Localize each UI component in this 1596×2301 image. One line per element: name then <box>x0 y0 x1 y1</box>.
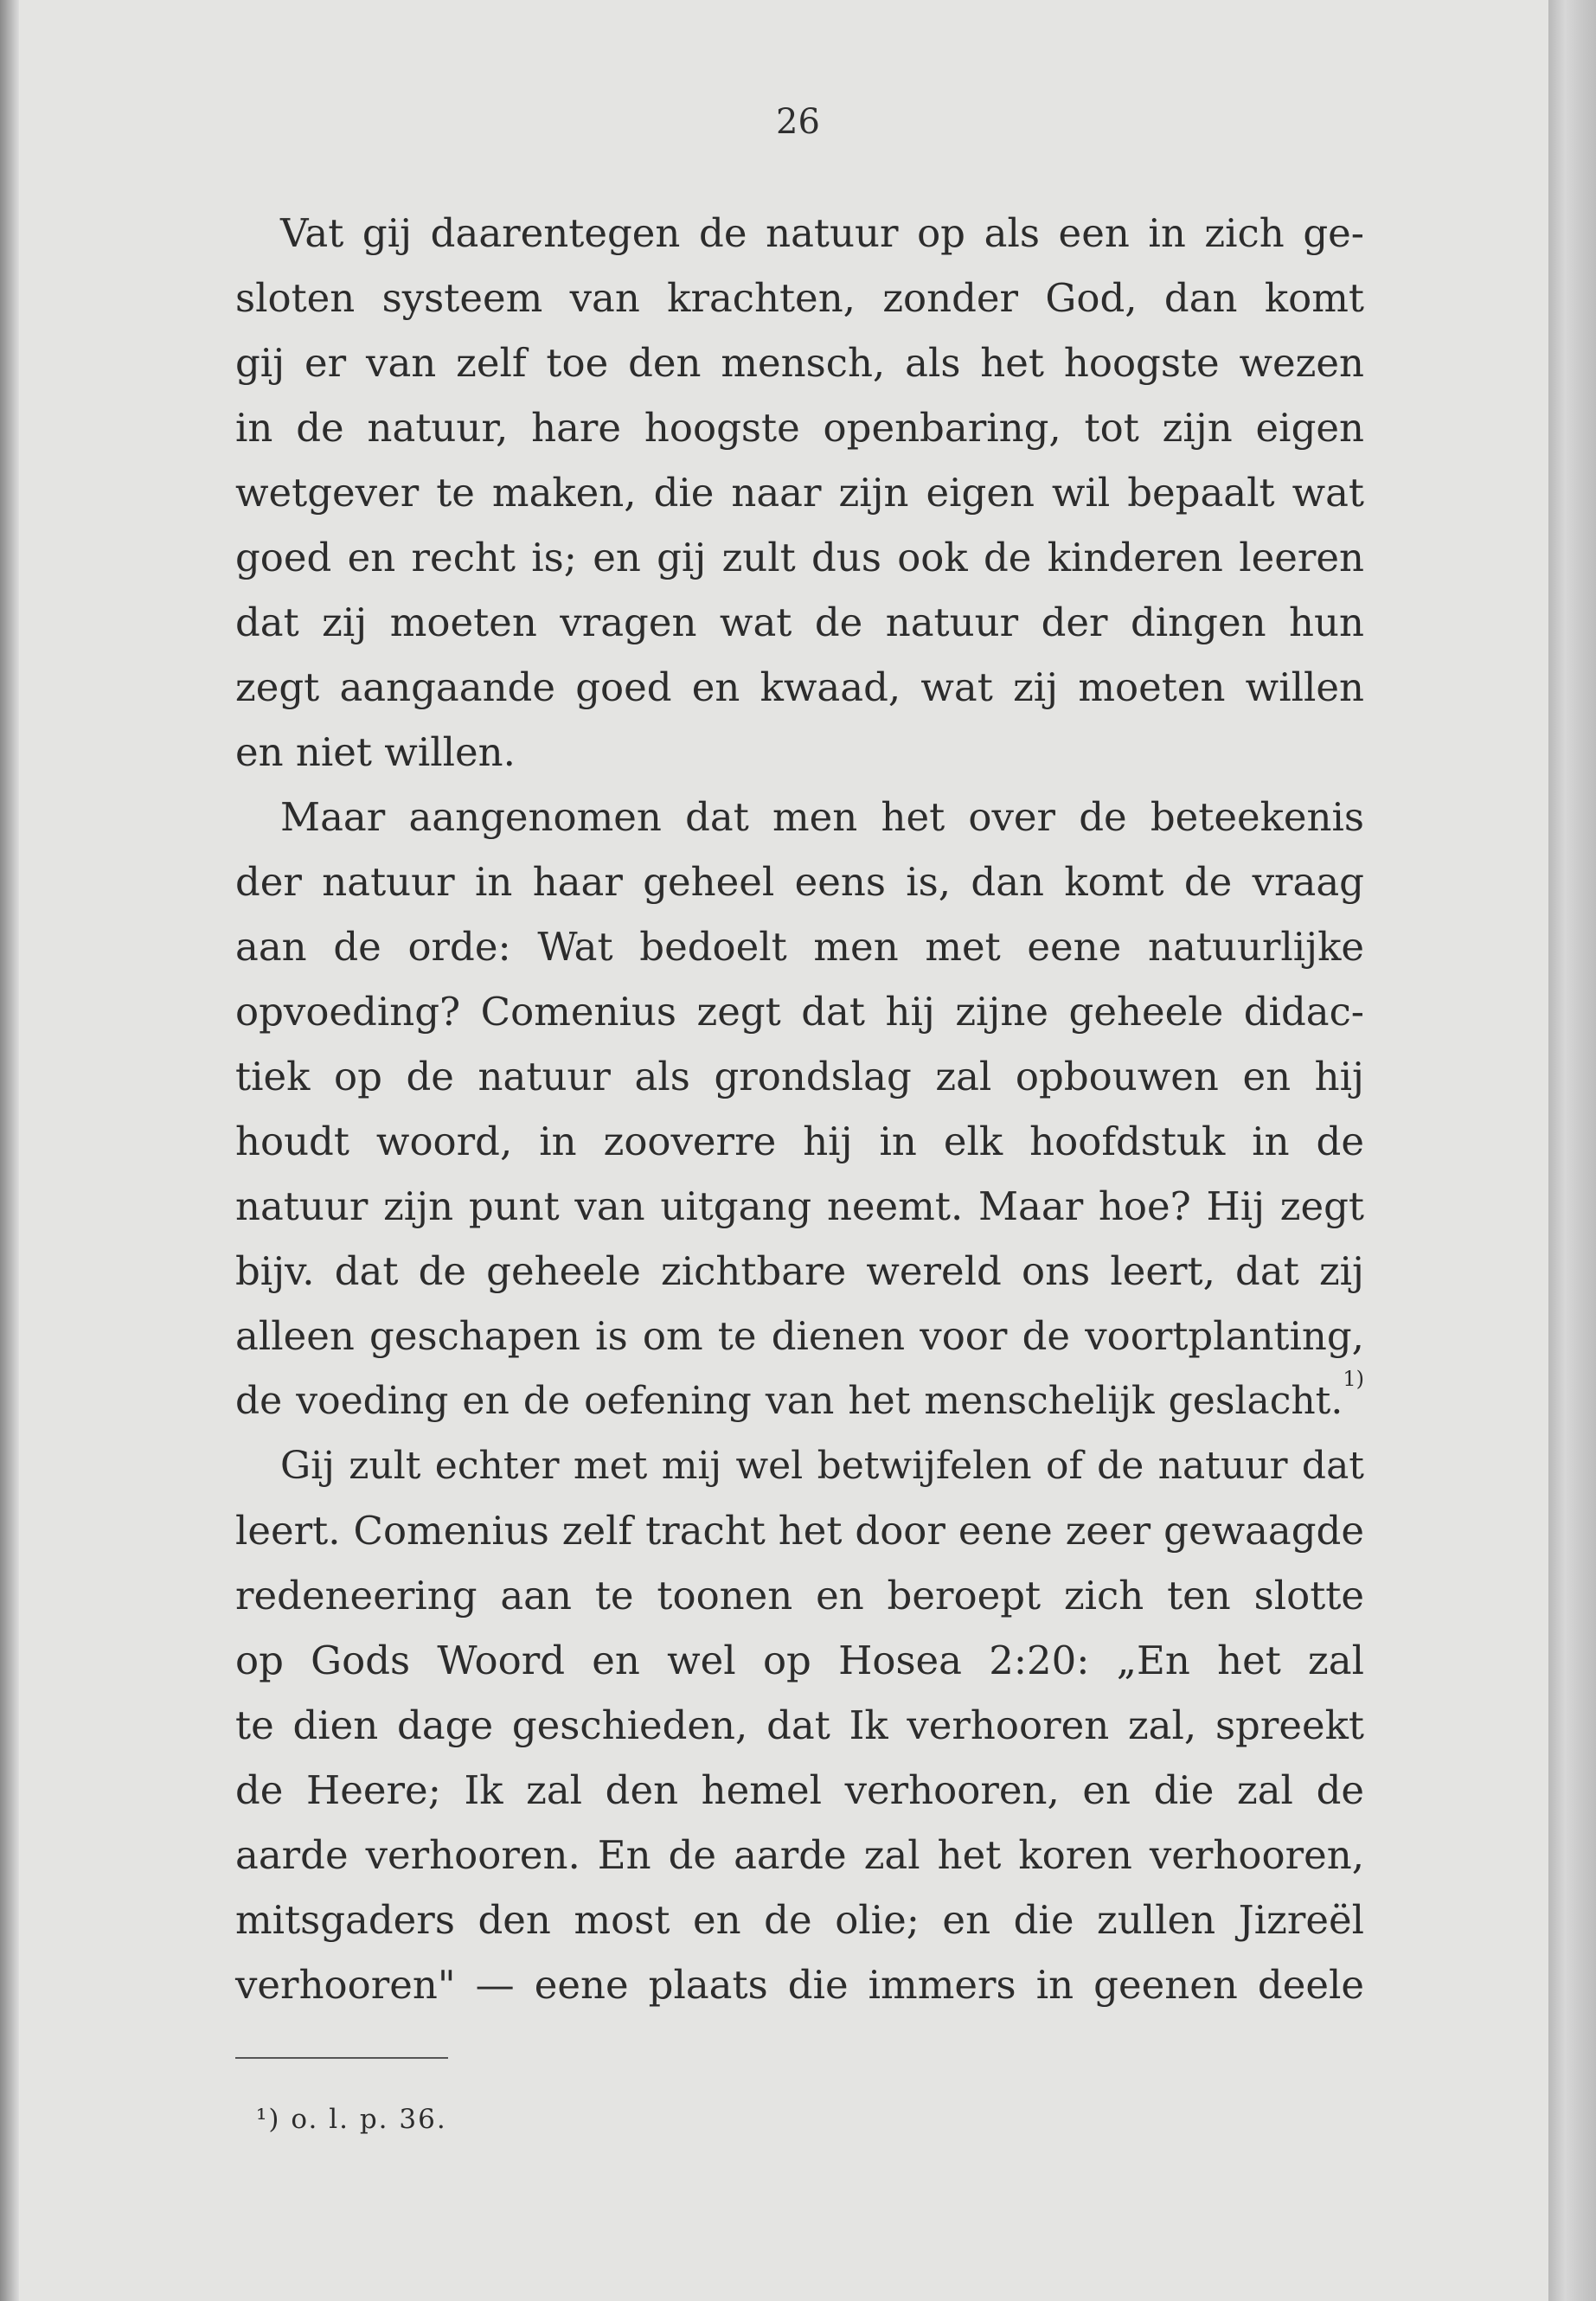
text-line: redeneering aan te toonen en beroept zich ten slotte <box>235 1573 1364 1618</box>
text-line: wetgever te maken, die naar zijn eigen wil bepaalt wat <box>235 470 1364 516</box>
text-line: opvoeding? Comenius zegt dat hij zijne geheele didac- <box>235 989 1364 1035</box>
text-line: aan de orde: Wat bedoelt men met eene natuurlijke <box>235 924 1364 970</box>
text-line: sloten systeem van krachten, zonder God, dan komt <box>235 275 1364 321</box>
text-line: de Heere; Ik zal den hemel verhooren, en die zal de <box>235 1767 1364 1813</box>
text-line: te dien dage geschieden, dat Ik verhooren zal, spreekt <box>235 1702 1364 1748</box>
text-line: dat zij moeten vragen wat de natuur der dingen hun <box>235 599 1364 645</box>
body-text <box>235 201 1364 2017</box>
text-line: der natuur in haar geheel eens is, dan komt de vraag <box>235 859 1364 905</box>
text-line: en niet willen. <box>235 729 516 775</box>
text-line: Gij zult echter met mij wel betwijfelen of de natuur dat <box>280 1444 1364 1488</box>
footnote-marker: 1) <box>1343 1367 1364 1391</box>
footnote: ¹) o. l. p. 36. <box>256 2104 447 2135</box>
text-line: op Gods Woord en wel op Hosea 2:20: „En het zal <box>235 1638 1364 1683</box>
text-line: verhooren" — eene plaats die immers in geenen deele <box>235 1962 1364 2008</box>
text-line: mitsgaders den most en de olie; en die zullen Jizreël <box>235 1897 1364 1943</box>
text-line: bijv. dat de geheele zichtbare wereld ons leert, dat zij <box>235 1248 1364 1294</box>
page-right-edge <box>1548 0 1596 2301</box>
text-line: goed en recht is; en gij zult dus ook de kinderen leeren <box>235 535 1364 580</box>
text-line: natuur zijn punt van uitgang neemt. Maar hoe? Hij zegt <box>235 1183 1364 1229</box>
footnote-divider <box>235 2057 448 2059</box>
text-line: aarde verhooren. En de aarde zal het koren verhooren, <box>235 1832 1364 1878</box>
text-line: in de natuur, hare hoogste openbaring, tot zijn eigen <box>235 405 1364 451</box>
text-line: tiek op de natuur als grondslag zal opbouwen en hij <box>235 1054 1364 1099</box>
text-line: zegt aangaande goed en kwaad, wat zij moeten willen <box>235 664 1364 710</box>
text-line: gij er van zelf toe den mensch, als het hoogste wezen <box>235 340 1364 386</box>
text-line: houdt woord, in zooverre hij in elk hoofdstuk in de <box>235 1118 1364 1164</box>
text-line: leert. Comenius zelf tracht het door eene zeer gewaagde <box>235 1508 1364 1554</box>
page-number: 26 <box>776 102 820 142</box>
page-left-shadow <box>0 0 19 2301</box>
text-line: de voeding en de oefening van het menschelijk geslacht. <box>235 1379 1343 1423</box>
text-line: alleen geschapen is om te dienen voor de voortplanting, <box>235 1313 1364 1359</box>
text-line: Maar aangenomen dat men het over de beteekenis <box>280 794 1364 840</box>
text-line: Vat gij daarentegen de natuur op als een in zich ge- <box>280 210 1364 256</box>
text-line-with-footnote <box>235 1368 1364 1433</box>
